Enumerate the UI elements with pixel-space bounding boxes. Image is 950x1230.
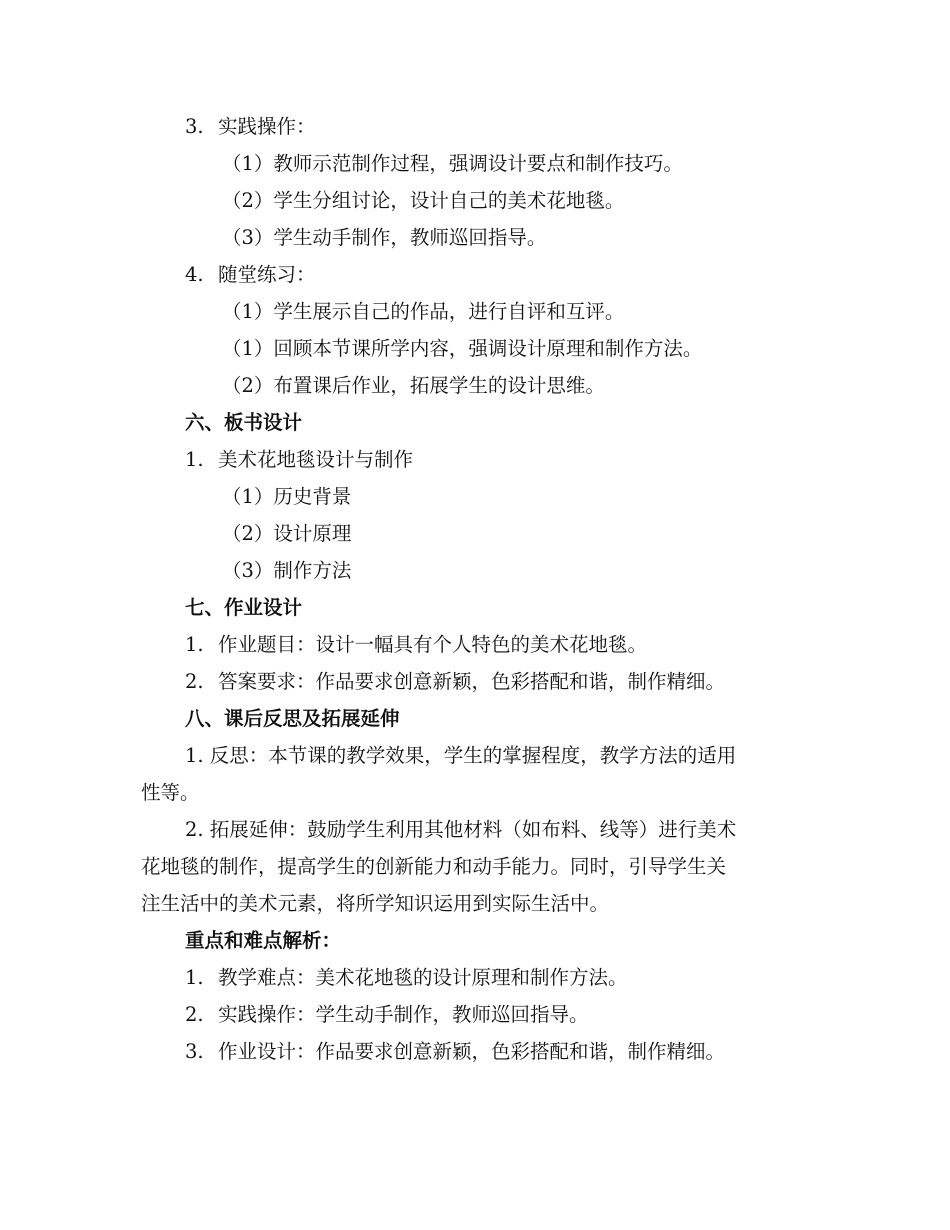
extension-paragraph-line: 2. 拓展延伸：鼓励学生利用其他材料（如布料、线等）进行美术	[185, 818, 737, 841]
keypoints-item	[185, 1002, 589, 1028]
board-design-item: （2）设计原理	[222, 522, 352, 545]
homework-heading: 七、作业设计	[185, 596, 303, 619]
practice-item: （1）教师示范制作过程，强调设计要点和制作技巧。	[222, 152, 683, 175]
extension-paragraph-line: 注生活中的美术元素，将所学知识运用到实际生活中。	[141, 892, 610, 915]
practice-item: （3）学生动手制作，教师巡回指导。	[222, 226, 547, 249]
keypoints-item	[185, 965, 628, 991]
exercise-number: 4.	[185, 263, 204, 286]
homework-item-text: 作业题目：设计一幅具有个人特色的美术花地毯。	[218, 633, 648, 656]
board-design-heading: 六、板书设计	[185, 411, 303, 434]
keypoints-item-number: 1.	[185, 966, 204, 989]
extension-paragraph-line: 花地毯的制作，提高学生的创新能力和动手能力。同时，引导学生关	[141, 855, 727, 878]
homework-item	[185, 632, 647, 658]
homework-item-text: 答案要求：作品要求创意新颖，色彩搭配和谐，制作精细。	[218, 670, 726, 693]
keypoints-item-text: 作业设计：作品要求创意新颖，色彩搭配和谐，制作精细。	[218, 1040, 726, 1063]
board-design-item: （1）历史背景	[222, 485, 352, 508]
exercise-item: （1）学生展示自己的作品，进行自评和互评。	[222, 300, 625, 323]
keypoints-item-number: 3.	[185, 1040, 204, 1063]
board-design-title	[185, 447, 413, 473]
reflection-paragraph-line: 性等。	[141, 781, 200, 804]
reflection-paragraph-line: 1. 反思：本节课的教学效果，学生的掌握程度，教学方法的适用	[185, 744, 737, 767]
keypoints-item	[185, 1039, 725, 1065]
board-design-item: （3）制作方法	[222, 559, 352, 582]
homework-item-number: 2.	[185, 670, 204, 693]
practice-item: （2）学生分组讨论，设计自己的美术花地毯。	[222, 189, 625, 212]
practice-label: 实践操作：	[218, 115, 316, 138]
exercise-label: 随堂练习：	[218, 263, 316, 286]
keypoints-item-text: 实践操作：学生动手制作，教师巡回指导。	[218, 1003, 589, 1026]
board-design-label: 美术花地毯设计与制作	[218, 448, 414, 471]
board-design-number: 1.	[185, 448, 204, 471]
practice-number: 3.	[185, 115, 204, 138]
keypoints-item-number: 2.	[185, 1003, 204, 1026]
homework-item	[185, 669, 725, 695]
reflection-heading: 八、课后反思及拓展延伸	[185, 707, 400, 730]
exercise-item: （1）回顾本节课所学内容，强调设计原理和制作方法。	[222, 337, 703, 360]
homework-item-number: 1.	[185, 633, 204, 656]
keypoints-item-text: 教学难点：美术花地毯的设计原理和制作方法。	[218, 966, 628, 989]
keypoints-heading: 重点和难点解析：	[185, 929, 342, 952]
exercise-item: （2）布置课后作业，拓展学生的设计思维。	[222, 374, 605, 397]
practice-heading	[185, 114, 316, 140]
exercise-heading	[185, 262, 316, 288]
